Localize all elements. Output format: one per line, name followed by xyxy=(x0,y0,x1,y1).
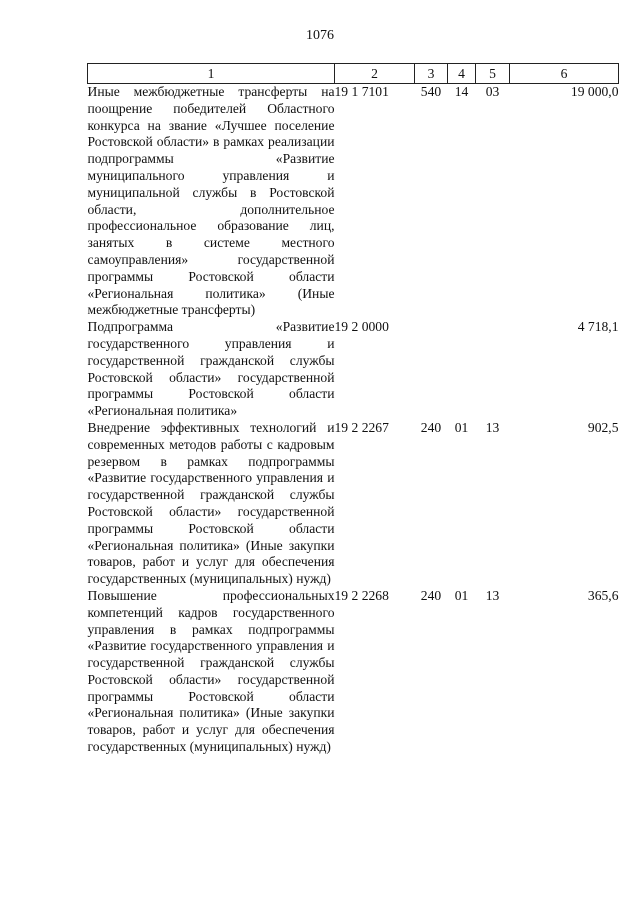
row-sum: 4 718,1 xyxy=(577,319,619,335)
row-vr xyxy=(415,319,448,420)
row-csr: 19 2 2267 xyxy=(334,419,389,435)
table-row xyxy=(88,420,619,588)
row-sum: 365,6 xyxy=(587,587,619,603)
row-rz xyxy=(448,319,476,420)
row-name: Иные межбюджетные трансферты на поощрение победителей Областного конкурса на звание «Лучшее поселение Ростовской области» в рамках реализации подпрограммы «Развитие муниципального управления и муниципальной службы в Ростовской области, дополнительное профессиональное образование лиц, занятых в системе местного самоуправления» государственной программы Ростовской области «Региональная политика» (Иные межбюджетные трансферты) xyxy=(87,84,335,318)
page-number: 1076 xyxy=(306,28,334,43)
row-name: Внедрение эффективных технологий и современных методов работы с кадровым резервом в рамках подпрограммы «Развитие государственного управления и государственной гражданской службы Ростовской области» государственной программы Ростовской области «Региональная политика» (Иные закупки товаров, работ и услуг для обеспечения государственных (муниципальных) нужд) xyxy=(87,419,335,587)
row-vr: 540 xyxy=(420,84,442,99)
row-rz: 01 xyxy=(454,587,469,603)
row-csr: 19 1 7101 xyxy=(334,84,389,99)
header-row xyxy=(88,64,619,84)
row-sum: 19 000,0 xyxy=(570,84,619,99)
row-pr: 13 xyxy=(485,587,500,603)
row-csr: 19 2 2268 xyxy=(334,587,389,603)
table-row xyxy=(88,84,619,320)
row-name: Повышение профессиональных компетенций кадров государственного управления в рамках подпрограммы «Развитие государственного управления и государственной гражданской службы Ростовской области» государственной программы Ростовской области «Региональная политика» (Иные закупки товаров, работ и услуг для обеспечения государственных (муниципальных) нужд) xyxy=(87,587,335,755)
row-rz: 01 xyxy=(454,419,469,435)
col-header-1: 1 xyxy=(88,64,335,84)
table-row xyxy=(88,319,619,420)
row-csr: 19 2 0000 xyxy=(334,319,389,335)
col-header-4: 4 xyxy=(448,64,476,84)
row-sum: 902,5 xyxy=(587,419,619,435)
budget-table xyxy=(87,63,619,756)
row-pr: 13 xyxy=(485,419,500,435)
row-pr: 03 xyxy=(485,84,500,99)
row-vr: 240 xyxy=(420,587,442,603)
col-header-5: 5 xyxy=(476,64,510,84)
row-pr xyxy=(476,319,510,420)
col-header-6: 6 xyxy=(510,64,619,84)
col-header-2: 2 xyxy=(335,64,415,84)
col-header-3: 3 xyxy=(415,64,448,84)
table-row xyxy=(88,588,619,756)
row-vr: 240 xyxy=(420,419,442,435)
row-rz: 14 xyxy=(454,84,469,99)
row-name: Подпрограмма «Развитие государственного управления и государственной гражданской службы Ростовской области» государственной программы Ростовской области «Региональная политика» xyxy=(87,319,335,419)
